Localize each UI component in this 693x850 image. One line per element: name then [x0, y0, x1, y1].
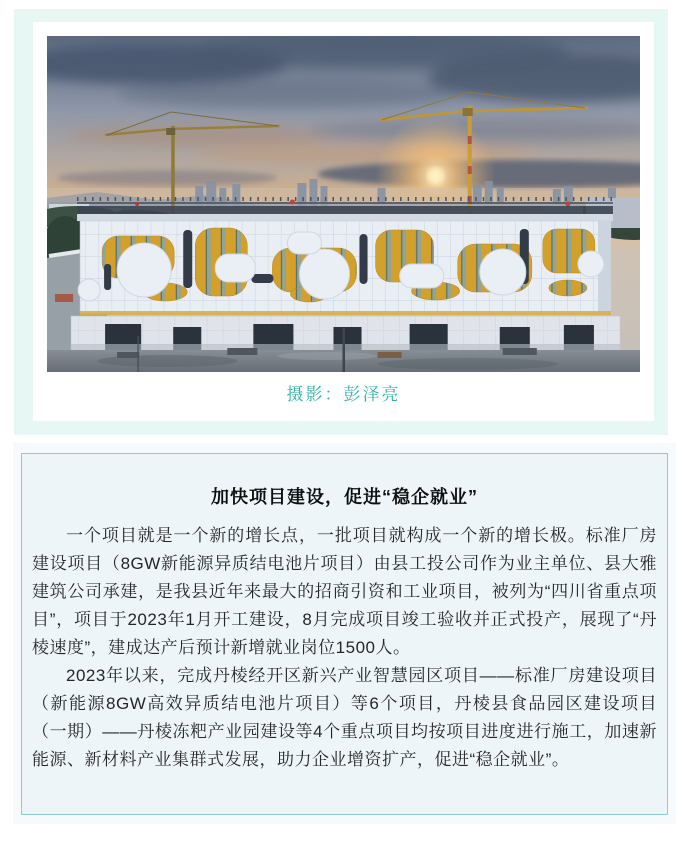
article-title: 加快项目建设，促进“稳企就业”	[211, 487, 478, 507]
article-paragraph-1: 一个项目就是一个新的增长点，一批项目就构成一个新的增长极。标准厂房建设项目（8GW新能源异质结电池片项目）由县工投公司作为业主单位、县大雅建筑公司承建，是我县近年来最大的招商引资和工业项目，被列为“四川省重点项目”，项目于2023年1月开工建设，8月完成项目竣工验收并正式投产，展现了“丹棱速度”，建成达产后预计新增就业岗位1500人。	[32, 526, 657, 657]
article-text-box	[21, 453, 668, 815]
construction-site-photo	[47, 36, 640, 372]
photo-credit-caption: 摄影：彭泽亮	[286, 385, 401, 404]
photo-panel	[14, 9, 668, 435]
construction-photo-illustration	[47, 36, 640, 372]
article-paragraph-2: 2023年以来，完成丹棱经开区新兴产业智慧园区项目——标准厂房建设项目（新能源8GW高效异质结电池片项目）等6个项目，丹棱县食品园区建设项目（一期）——丹棱冻粑产业园建设等4个重点项目均按项目进度进行施工，加速新能源、新材料产业集群式发展，助力企业增资扩产，促进“稳企就业”。	[32, 666, 657, 769]
photo-card	[33, 22, 654, 421]
article-panel	[13, 443, 676, 824]
